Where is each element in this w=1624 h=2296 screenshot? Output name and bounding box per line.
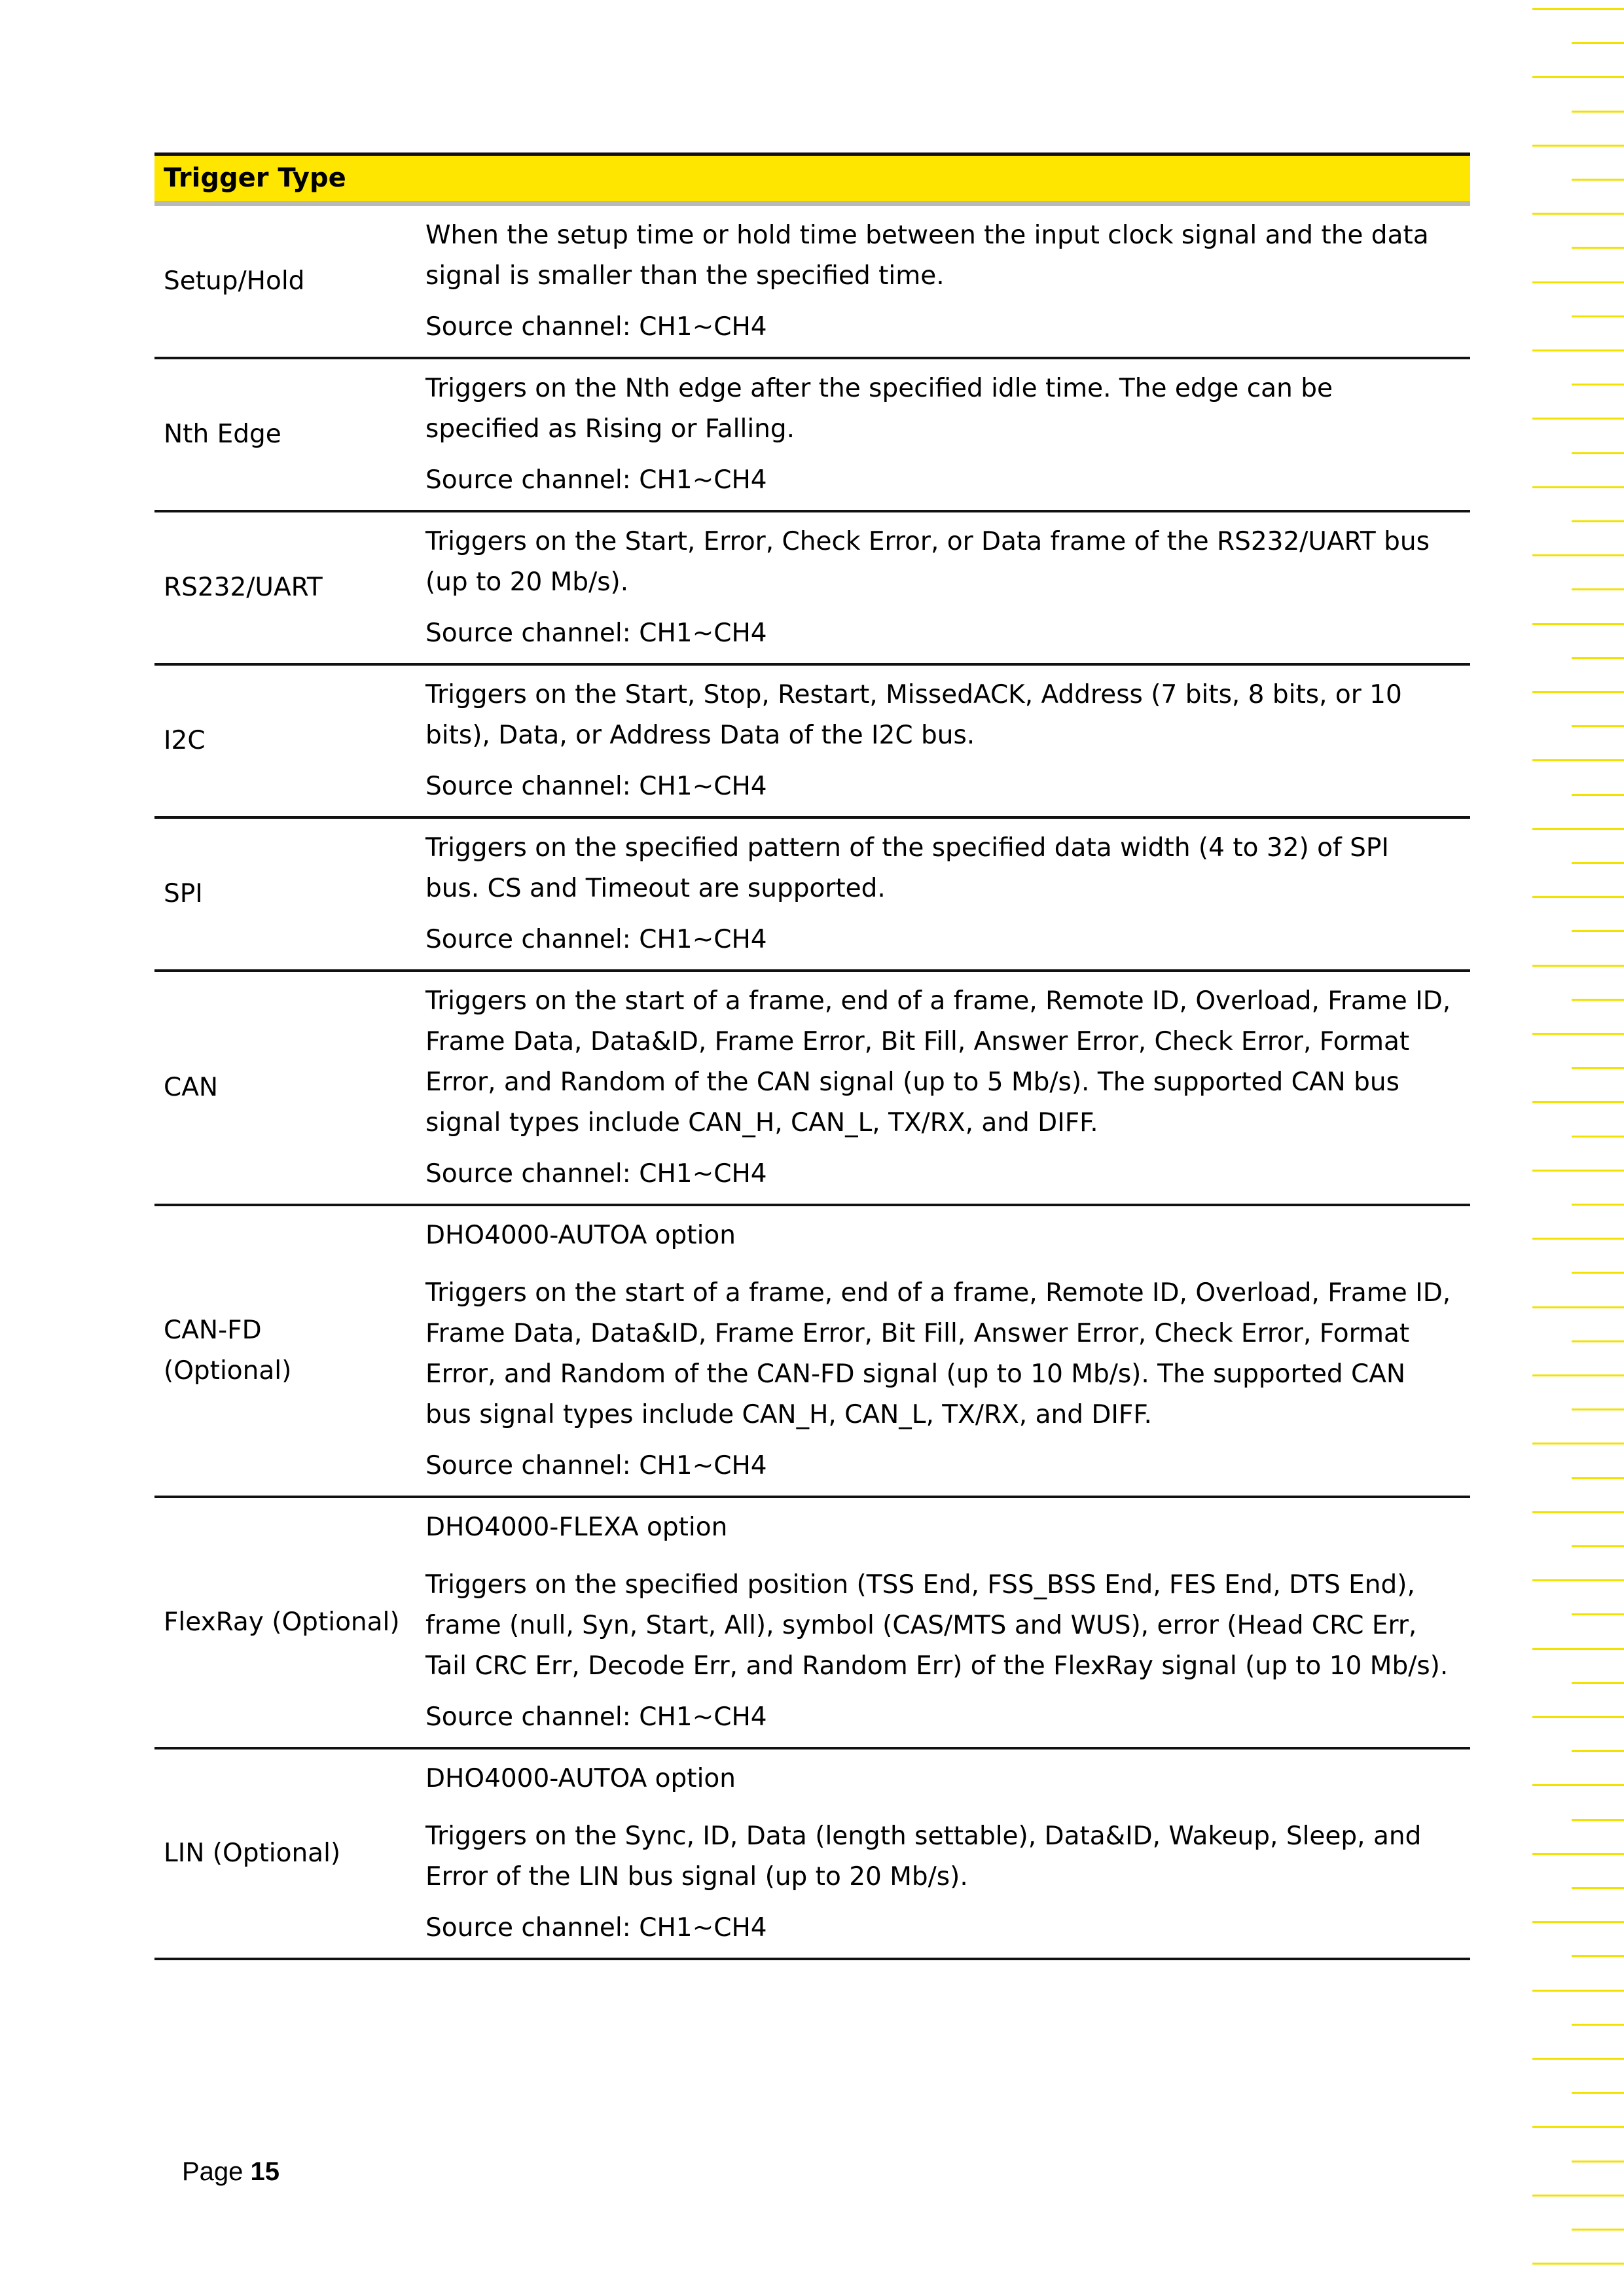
margin-dash xyxy=(1532,2195,1624,2197)
page-number-value: 15 xyxy=(250,2157,280,2186)
option-label: DHO4000-AUTOA option xyxy=(425,1221,736,1250)
description-line: bus. CS and Timeout are supported. xyxy=(425,874,886,903)
trigger-name-cell xyxy=(154,1205,416,1497)
margin-dash xyxy=(1572,588,1624,590)
margin-dash xyxy=(1572,657,1624,659)
trigger-description xyxy=(425,1273,1461,1435)
margin-dash xyxy=(1532,1238,1624,1240)
margin-dash xyxy=(1532,1853,1624,1855)
margin-dash xyxy=(1532,1374,1624,1376)
trigger-name: FlexRay (Optional) xyxy=(164,1607,400,1637)
description-line: Frame Data, Data&ID, Frame Error, Bit Fill, Answer Error, Check Error, Format xyxy=(425,1319,1410,1348)
margin-dash xyxy=(1532,213,1624,215)
option-label: DHO4000-AUTOA option xyxy=(425,1764,736,1793)
source-channel: Source channel: CH1~CH4 xyxy=(425,1451,767,1480)
margin-dash xyxy=(1572,315,1624,317)
description-line: Triggers on the Sync, ID, Data (length settable), Data&ID, Wakeup, Sleep, and xyxy=(425,1821,1422,1851)
description-line: Triggers on the specified position (TSS End, FSS_BSS End, FES End, DTS End), xyxy=(425,1570,1415,1600)
source-channel: Source channel: CH1~CH4 xyxy=(425,772,767,801)
description-line: signal types include CAN_H, CAN_L, TX/RX, and DIFF. xyxy=(425,1108,1098,1138)
description-line: bits), Data, or Address Data of the I2C bus. xyxy=(425,721,975,750)
description-line: Error, and Random of the CAN-FD signal (up to 10 Mb/s). The supported CAN xyxy=(425,1359,1406,1389)
margin-dash xyxy=(1532,486,1624,488)
trigger-name: I2C xyxy=(164,726,206,755)
description-line: signal is smaller than the specified time. xyxy=(425,261,945,291)
margin-dash xyxy=(1532,2263,1624,2265)
margin-dash xyxy=(1572,452,1624,454)
trigger-description-cell xyxy=(416,358,1470,511)
source-channel: Source channel: CH1~CH4 xyxy=(425,619,767,648)
trigger-description xyxy=(425,522,1461,603)
table-header: Trigger Type xyxy=(154,154,1470,204)
margin-dash xyxy=(1572,2092,1624,2094)
trigger-description xyxy=(425,1816,1461,1897)
source-channel: Source channel: CH1~CH4 xyxy=(425,1913,767,1943)
description-line: bus signal types include CAN_H, CAN_L, TX/RX, and DIFF. xyxy=(425,1400,1152,1429)
page-label: Page xyxy=(182,2157,244,2186)
trigger-name: LIN (Optional) xyxy=(164,1839,341,1868)
trigger-name-cell xyxy=(154,664,416,817)
trigger-description-cell xyxy=(416,817,1470,971)
margin-dash xyxy=(1532,896,1624,898)
description-line: Error, and Random of the CAN signal (up to 5 Mb/s). The supported CAN bus xyxy=(425,1067,1399,1097)
margin-dash xyxy=(1572,1955,1624,1957)
page-number xyxy=(182,2157,280,2187)
margin-dash xyxy=(1572,247,1624,249)
source-channel: Source channel: CH1~CH4 xyxy=(425,1159,767,1189)
trigger-description-cell xyxy=(416,971,1470,1205)
trigger-name-cell xyxy=(154,511,416,664)
margin-dash xyxy=(1532,1033,1624,1035)
source-channel: Source channel: CH1~CH4 xyxy=(425,925,767,954)
margin-dash xyxy=(1532,8,1624,10)
trigger-description xyxy=(425,215,1461,296)
margin-dash xyxy=(1532,76,1624,78)
margin-dash xyxy=(1532,1101,1624,1103)
margin-dash xyxy=(1572,1750,1624,1752)
margin-dash xyxy=(1532,2058,1624,2060)
description-line: Triggers on the Nth edge after the specified idle time. The edge can be xyxy=(425,374,1333,403)
description-line: Tail CRC Err, Decode Err, and Random Err) of the FlexRay signal (up to 10 Mb/s). xyxy=(425,1651,1449,1681)
margin-dash xyxy=(1572,111,1624,113)
margin-dash xyxy=(1532,1306,1624,1308)
margin-dash xyxy=(1532,1990,1624,1992)
margin-dash xyxy=(1572,794,1624,796)
margin-dash xyxy=(1572,862,1624,864)
margin-dash xyxy=(1572,1613,1624,1615)
trigger-name-cell xyxy=(154,817,416,971)
margin-dash xyxy=(1532,554,1624,556)
trigger-name: RS232/UART xyxy=(164,573,323,602)
trigger-name: Nth Edge xyxy=(164,420,281,449)
margin-dash xyxy=(1572,1272,1624,1274)
trigger-name-cell xyxy=(154,1497,416,1748)
margin-dash xyxy=(1572,1477,1624,1479)
description-line: specified as Rising or Falling. xyxy=(425,414,795,444)
margin-dash xyxy=(1532,1443,1624,1444)
trigger-description-cell xyxy=(416,511,1470,664)
description-line: Triggers on the start of a frame, end of a frame, Remote ID, Overload, Frame ID, xyxy=(425,986,1451,1016)
margin-dash xyxy=(1532,1921,1624,1923)
margin-dash xyxy=(1572,1545,1624,1547)
margin-dash xyxy=(1572,1682,1624,1684)
trigger-description xyxy=(425,675,1461,756)
margin-dash xyxy=(1572,1067,1624,1069)
margin-dash xyxy=(1532,759,1624,761)
description-line: Frame Data, Data&ID, Frame Error, Bit Fill, Answer Error, Check Error, Format xyxy=(425,1027,1410,1056)
table-row xyxy=(154,971,1470,1205)
trigger-name-cell xyxy=(154,204,416,358)
margin-dash xyxy=(1572,179,1624,181)
trigger-description xyxy=(425,1565,1461,1687)
table-header-row xyxy=(154,154,1470,204)
table-row xyxy=(154,358,1470,511)
margin-dash xyxy=(1532,1784,1624,1786)
table-row xyxy=(154,1497,1470,1748)
margin-dash xyxy=(1572,1408,1624,1410)
trigger-description-cell xyxy=(416,1205,1470,1497)
margin-dash xyxy=(1532,1579,1624,1581)
margin-dash xyxy=(1572,42,1624,44)
margin-dash xyxy=(1532,1170,1624,1172)
trigger-name-cell xyxy=(154,358,416,511)
margin-dash xyxy=(1572,1204,1624,1206)
margin-dash xyxy=(1532,828,1624,830)
margin-dash xyxy=(1572,520,1624,522)
trigger-description-cell xyxy=(416,204,1470,358)
margin-dash xyxy=(1532,2126,1624,2128)
trigger-name-cell xyxy=(154,971,416,1205)
description-line: (up to 20 Mb/s). xyxy=(425,567,629,597)
margin-dash xyxy=(1572,1340,1624,1342)
margin-dash xyxy=(1532,1716,1624,1718)
margin-dash xyxy=(1532,350,1624,351)
margin-dash xyxy=(1572,1136,1624,1138)
trigger-type-table xyxy=(154,152,1470,1960)
source-channel: Source channel: CH1~CH4 xyxy=(425,465,767,495)
trigger-description-cell xyxy=(416,664,1470,817)
margin-dash xyxy=(1532,1648,1624,1650)
margin-dash xyxy=(1572,2229,1624,2231)
source-channel: Source channel: CH1~CH4 xyxy=(425,312,767,342)
trigger-name: (Optional) xyxy=(164,1356,292,1386)
trigger-name-cell xyxy=(154,1748,416,1959)
trigger-description-cell xyxy=(416,1497,1470,1748)
margin-dash xyxy=(1572,2161,1624,2162)
description-line: Triggers on the Start, Error, Check Error, or Data frame of the RS232/UART bus xyxy=(425,527,1430,556)
trigger-description-cell xyxy=(416,1748,1470,1959)
margin-dash xyxy=(1572,384,1624,386)
table-row xyxy=(154,817,1470,971)
option-label: DHO4000-FLEXA option xyxy=(425,1513,728,1542)
trigger-description xyxy=(425,368,1461,450)
table-row xyxy=(154,1205,1470,1497)
margin-dash xyxy=(1532,623,1624,625)
margin-dash xyxy=(1572,725,1624,727)
trigger-name: CAN-FD xyxy=(164,1316,262,1345)
table-row xyxy=(154,204,1470,358)
margin-dash xyxy=(1572,1887,1624,1889)
trigger-description xyxy=(425,981,1461,1143)
description-line: Error of the LIN bus signal (up to 20 Mb/s). xyxy=(425,1862,968,1892)
description-line: Triggers on the specified pattern of the specified data width (4 to 32) of SPI xyxy=(425,833,1389,863)
margin-dash xyxy=(1532,418,1624,420)
description-line: Triggers on the start of a frame, end of a frame, Remote ID, Overload, Frame ID, xyxy=(425,1278,1451,1308)
margin-dash xyxy=(1532,1511,1624,1513)
margin-dash xyxy=(1572,930,1624,932)
table-row xyxy=(154,511,1470,664)
description-line: frame (null, Syn, Start, All), symbol (CAS/MTS and WUS), error (Head CRC Err, xyxy=(425,1611,1417,1640)
margin-dash xyxy=(1532,281,1624,283)
trigger-name: SPI xyxy=(164,879,203,908)
trigger-name: Setup/Hold xyxy=(164,266,305,296)
margin-dash xyxy=(1532,691,1624,693)
table-row xyxy=(154,664,1470,817)
margin-dash xyxy=(1532,965,1624,967)
margin-dash xyxy=(1572,1819,1624,1821)
margin-dash xyxy=(1572,2024,1624,2026)
source-channel: Source channel: CH1~CH4 xyxy=(425,1702,767,1732)
description-line: When the setup time or hold time between the input clock signal and the data xyxy=(425,221,1429,250)
description-line: Triggers on the Start, Stop, Restart, MissedACK, Address (7 bits, 8 bits, or 10 xyxy=(425,680,1402,709)
trigger-name: CAN xyxy=(164,1073,219,1102)
margin-decoration xyxy=(1526,0,1624,2296)
margin-dash xyxy=(1532,145,1624,147)
table-row xyxy=(154,1748,1470,1959)
trigger-description xyxy=(425,828,1461,909)
margin-dash xyxy=(1572,999,1624,1001)
